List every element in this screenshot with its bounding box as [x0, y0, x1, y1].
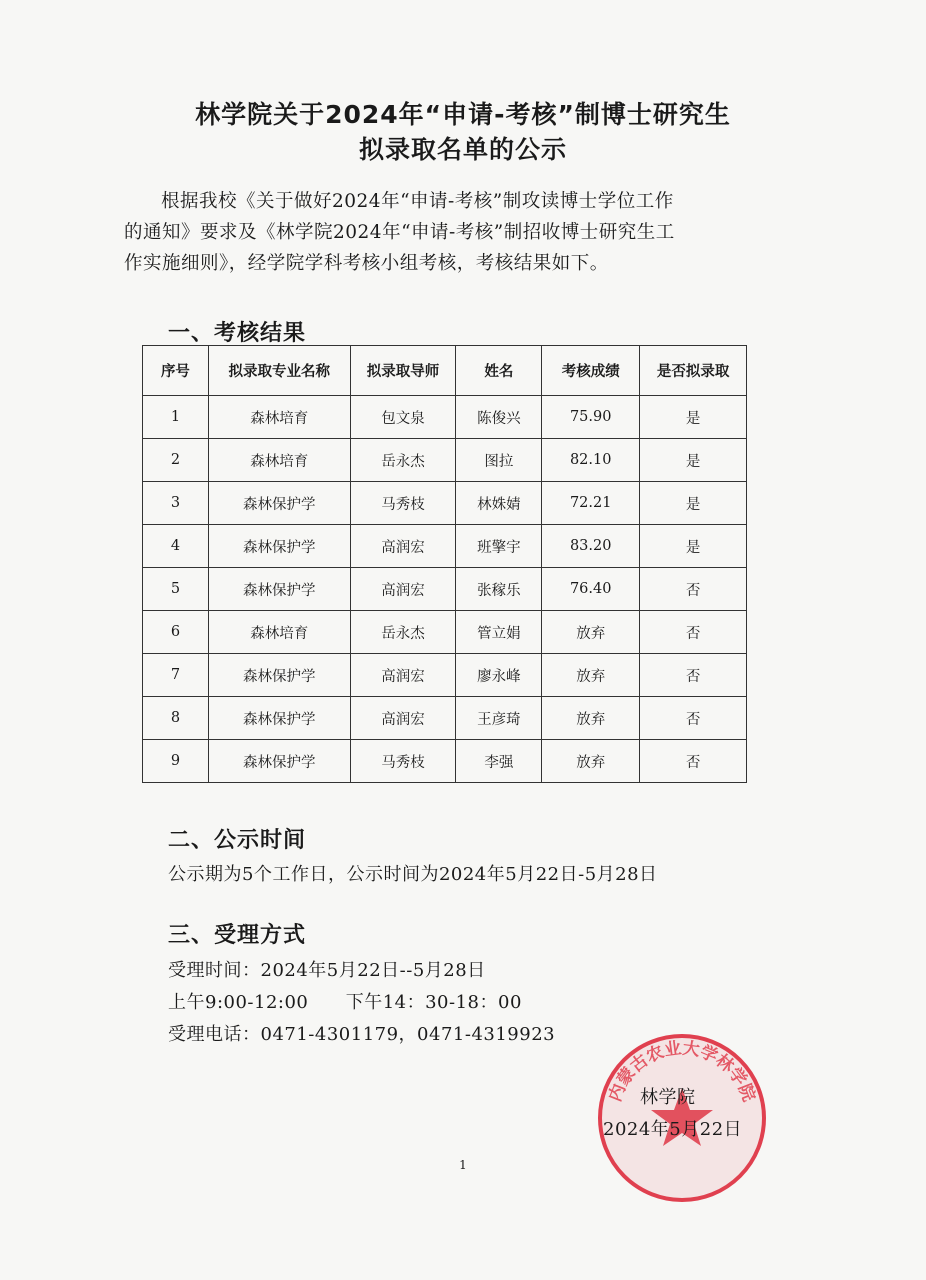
table-row — [143, 439, 747, 482]
table-row — [143, 568, 747, 611]
cell-name: 王彦琦 — [456, 697, 542, 740]
header-major: 拟录取专业名称 — [208, 346, 350, 396]
contact-phone: 受理电话：0471-4301179，0471-4319923 — [168, 1024, 556, 1045]
cell-major: 森林保护学 — [208, 697, 350, 740]
cell-score: 82.10 — [542, 439, 640, 482]
cell-name: 管立娟 — [456, 611, 542, 654]
cell-major: 森林培育 — [208, 396, 350, 439]
cell-name: 陈俊兴 — [456, 396, 542, 439]
cell-admitted: 是 — [640, 439, 747, 482]
seal-text: 内蒙古农业大学林学院 — [605, 1038, 759, 1105]
cell-index: 7 — [143, 654, 209, 697]
cell-score: 放弃 — [542, 611, 640, 654]
cell-major: 森林培育 — [208, 611, 350, 654]
cell-advisor: 高润宏 — [350, 568, 456, 611]
acceptance-time: 受理时间：2024年5月22日--5月28日 — [168, 960, 486, 981]
header-name: 姓名 — [456, 346, 542, 396]
cell-admitted: 否 — [640, 568, 747, 611]
header-score: 考核成绩 — [542, 346, 640, 396]
cell-name: 廖永峰 — [456, 654, 542, 697]
cell-admitted: 否 — [640, 697, 747, 740]
intro-line3: 作实施细则》，经学院学科考核小组考核，考核结果如下。 — [124, 253, 609, 274]
section3-heading: 三、受理方式 — [168, 923, 307, 948]
cell-advisor: 高润宏 — [350, 697, 456, 740]
cell-score: 75.90 — [542, 396, 640, 439]
cell-advisor: 岳永杰 — [350, 439, 456, 482]
intro-line1: 根据我校《关于做好2024年“申请-考核”制攻读博士学位工作 — [161, 191, 674, 212]
cell-name: 班擎宇 — [456, 525, 542, 568]
document-title-line2: 拟录取名单的公示 — [358, 135, 567, 164]
table-row — [143, 396, 747, 439]
cell-admitted: 是 — [640, 482, 747, 525]
page-number: 1 — [459, 1158, 467, 1172]
cell-score: 83.20 — [542, 525, 640, 568]
cell-name: 林姝婧 — [456, 482, 542, 525]
cell-major: 森林保护学 — [208, 525, 350, 568]
cell-major: 森林保护学 — [208, 568, 350, 611]
notice-period-text: 公示期为5个工作日，公示时间为2024年5月22日-5月28日 — [168, 864, 658, 885]
cell-score: 76.40 — [542, 568, 640, 611]
cell-major: 森林保护学 — [208, 740, 350, 783]
results-table — [142, 345, 747, 783]
intro-line2: 的通知》要求及《林学院2024年“申请-考核”制招收博士研究生工 — [124, 222, 675, 243]
cell-major: 森林培育 — [208, 439, 350, 482]
cell-index: 8 — [143, 697, 209, 740]
cell-index: 3 — [143, 482, 209, 525]
table-row — [143, 482, 747, 525]
signature-org: 林学院 — [640, 1087, 696, 1108]
cell-advisor: 马秀枝 — [350, 740, 456, 783]
cell-advisor: 高润宏 — [350, 525, 456, 568]
cell-admitted: 否 — [640, 654, 747, 697]
office-hours: 上午9:00-12:00 下午14：30-18：00 — [168, 992, 522, 1013]
header-index: 序号 — [143, 346, 209, 396]
cell-index: 5 — [143, 568, 209, 611]
cell-advisor: 岳永杰 — [350, 611, 456, 654]
table-header-row — [143, 346, 747, 396]
cell-advisor: 马秀枝 — [350, 482, 456, 525]
cell-admitted: 是 — [640, 396, 747, 439]
cell-score: 72.21 — [542, 482, 640, 525]
cell-score: 放弃 — [542, 654, 640, 697]
cell-admitted: 否 — [640, 740, 747, 783]
header-advisor: 拟录取导师 — [350, 346, 456, 396]
cell-admitted: 否 — [640, 611, 747, 654]
cell-index: 6 — [143, 611, 209, 654]
table-row — [143, 611, 747, 654]
cell-advisor: 包文泉 — [350, 396, 456, 439]
section1-heading: 一、考核结果 — [168, 321, 307, 346]
cell-name: 李强 — [456, 740, 542, 783]
table-row — [143, 525, 747, 568]
cell-major: 森林保护学 — [208, 654, 350, 697]
cell-index: 9 — [143, 740, 209, 783]
cell-score: 放弃 — [542, 697, 640, 740]
header-admitted: 是否拟录取 — [640, 346, 747, 396]
document-title-line1: 林学院关于2024年“申请-考核”制博士研究生 — [195, 100, 731, 129]
table-row — [143, 654, 747, 697]
cell-index: 1 — [143, 396, 209, 439]
cell-admitted: 是 — [640, 525, 747, 568]
cell-advisor: 高润宏 — [350, 654, 456, 697]
cell-major: 森林保护学 — [208, 482, 350, 525]
cell-score: 放弃 — [542, 740, 640, 783]
section2-heading: 二、公示时间 — [168, 828, 307, 853]
table-row — [143, 740, 747, 783]
table-row — [143, 697, 747, 740]
cell-index: 2 — [143, 439, 209, 482]
signature-date: 2024年5月22日 — [603, 1119, 743, 1140]
cell-index: 4 — [143, 525, 209, 568]
cell-name: 图拉 — [456, 439, 542, 482]
cell-name: 张稼乐 — [456, 568, 542, 611]
